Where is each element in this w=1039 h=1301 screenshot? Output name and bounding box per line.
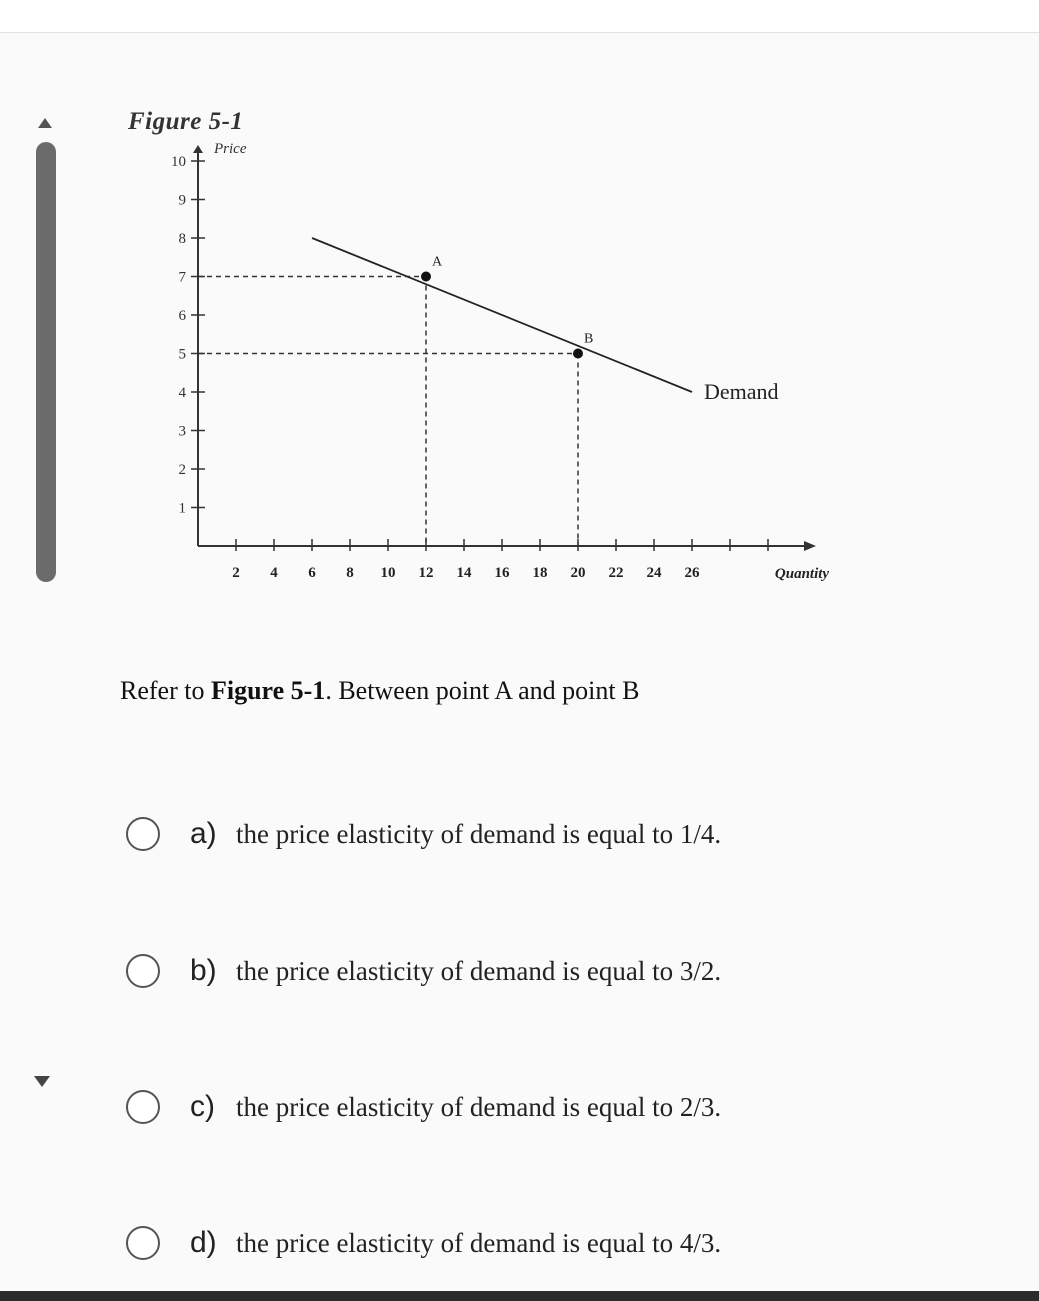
option-a-text: the price elasticity of demand is equal to 1/4. [236,818,722,849]
x-tick-label-16: 16 [494,565,510,581]
point-B [573,349,583,359]
option-c-text: the price elasticity of demand is equal to 2/3. [236,1091,722,1122]
x-tick-label-10: 10 [380,565,396,581]
x-tick-label-20: 20 [570,565,586,581]
y-axis-arrow-icon [193,145,203,153]
option-a-letter: a) [190,817,217,850]
option-d[interactable] [126,1223,721,1263]
option-b[interactable] [126,951,721,991]
question-suffix: . Between point A and point B [325,676,640,705]
figure-title: Figure 5-1 [128,108,244,135]
point-label-A: A [432,254,443,270]
scrollbar-thumb[interactable] [36,142,56,582]
option-c-letter: c) [190,1090,215,1123]
radio-d[interactable] [126,1226,160,1260]
option-d-letter: d) [190,1226,217,1259]
x-tick-label-4: 4 [270,565,278,581]
question-prefix: Refer to [120,676,211,705]
y-tick-label-5: 5 [178,346,186,363]
demand-line [312,238,692,392]
option-d-text: the price elasticity of demand is equal to 4/3. [236,1227,722,1258]
x-axis-arrow-icon [804,541,816,551]
x-tick-label-24: 24 [646,565,662,581]
x-axis-label: Quantity [774,566,830,582]
y-tick-label-6: 6 [178,308,186,324]
y-tick-label-4: 4 [178,385,186,401]
x-tick-label-12: 12 [418,565,434,581]
x-tick-label-26: 26 [684,565,700,581]
y-tick-label-9: 9 [178,192,186,209]
question-text [120,676,639,706]
x-tick-label-2: 2 [232,565,240,581]
y-tick-label-10: 10 [171,154,186,170]
option-b-letter: b) [190,954,217,987]
y-tick-label-1: 1 [178,500,186,517]
top-bar [0,0,1039,33]
radio-a[interactable] [126,817,160,851]
y-axis-label: Price [214,141,247,157]
y-tick-label-8: 8 [178,231,186,247]
radio-c[interactable] [126,1090,160,1124]
scroll-down-arrow-icon[interactable] [34,1076,50,1087]
option-c[interactable] [126,1087,721,1127]
x-tick-label-8: 8 [346,565,354,581]
point-A [421,272,431,282]
scroll-up-arrow-icon[interactable] [38,118,52,128]
x-tick-label-6: 6 [308,565,316,581]
x-tick-label-22: 22 [608,565,624,581]
demand-chart [150,140,850,600]
bottom-bar [0,1291,1039,1301]
radio-b[interactable] [126,954,160,988]
x-tick-label-18: 18 [532,565,548,581]
y-tick-label-7: 7 [178,269,186,286]
point-label-B: B [584,331,594,347]
option-a[interactable] [126,814,721,854]
x-tick-label-14: 14 [456,565,472,581]
question-figure-ref: Figure 5-1 [210,676,326,705]
y-tick-label-3: 3 [178,423,186,440]
option-b-text: the price elasticity of demand is equal to 3/2. [236,955,722,986]
y-tick-label-2: 2 [178,462,186,478]
demand-label: Demand [704,379,779,404]
